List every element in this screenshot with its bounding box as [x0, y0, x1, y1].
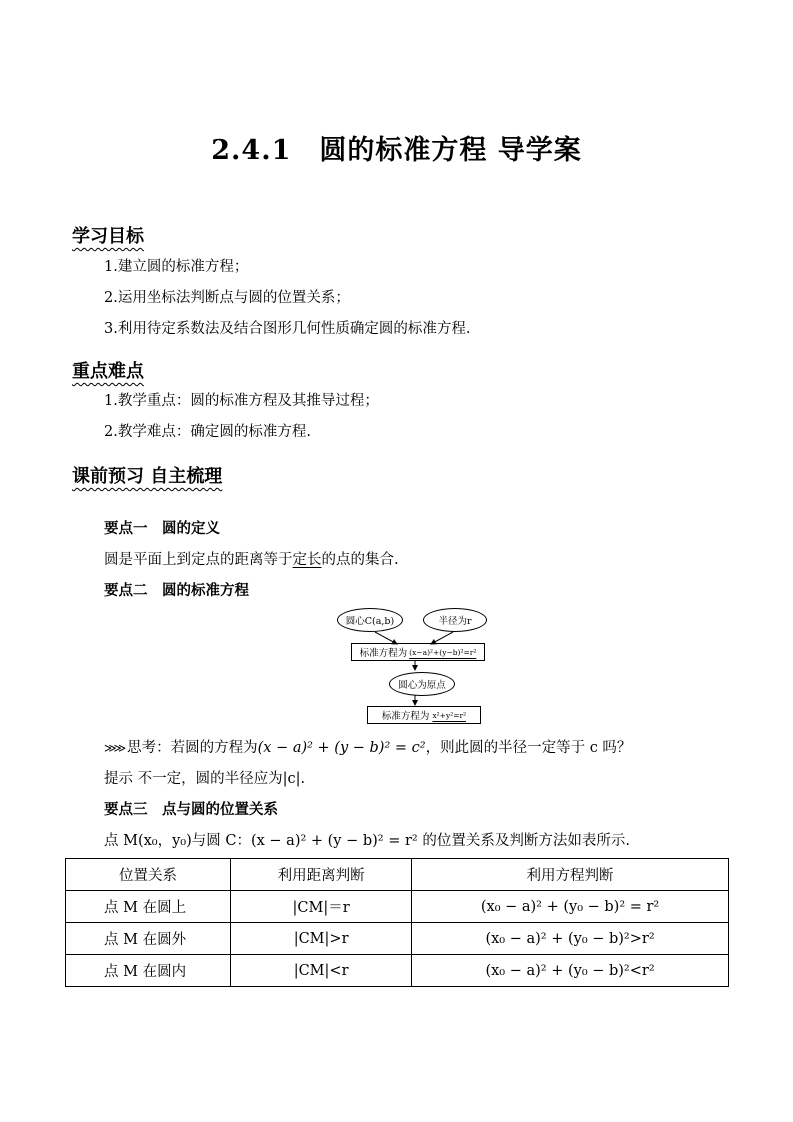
table-cell: |CM|<r [231, 955, 412, 987]
section-heading-key: 重点难点 [72, 361, 144, 382]
table-row [66, 923, 729, 955]
think-equation: (x − a)² + (y − b)² = c² [257, 740, 426, 756]
table-row [66, 891, 729, 923]
section-heading-goals: 学习目标 [72, 226, 144, 247]
page-title: 2.4.1 圆的标准方程 导学案 [211, 135, 582, 166]
table-header-cell: 利用方程判断 [412, 859, 729, 891]
point2-heading: 要点二 圆的标准方程 [104, 582, 249, 599]
node-standard2-label: 标准方程为 [381, 711, 430, 722]
table-header-cell: 位置关系 [66, 859, 231, 891]
table-cell: 点 M 在圆外 [66, 923, 231, 955]
hint-label: 提示 [104, 771, 133, 787]
goal-item: 1.建立圆的标准方程； [104, 259, 249, 275]
point1-text [104, 548, 399, 569]
point1-heading: 要点一 圆的定义 [104, 520, 220, 537]
key-item: 2.教学难点：确定圆的标准方程. [104, 424, 311, 440]
think-label: 思考：若圆的方程为 [127, 740, 258, 756]
standard-equation-diagram [335, 604, 495, 726]
position-relation-table [65, 858, 729, 987]
node-radius: 半径为r [423, 608, 487, 632]
table-row [66, 955, 729, 987]
think-marker-icon: ≫≫ [104, 741, 124, 755]
table-cell: (x₀ − a)² + (y₀ − b)² = r² [412, 891, 729, 923]
node-standard-eq [351, 643, 485, 661]
point1-text-before: 圆是平面上到定点的距离等于 [104, 552, 293, 568]
table-header-row [66, 859, 729, 891]
node-standard-eq-2 [367, 706, 481, 724]
section-heading-preview: 课前预习 自主梳理 [72, 466, 223, 487]
table-cell: 点 M 在圆内 [66, 955, 231, 987]
table-cell: |CM|＝r [231, 891, 412, 923]
node-center: 圆心C(a,b) [337, 608, 403, 632]
point3-intro: 点 M(x₀，y₀)与圆 C：(x − a)² + (y − b)² = r² 的位置关系及判断方法如表所示. [104, 833, 630, 849]
table-cell: (x₀ − a)² + (y₀ − b)²>r² [412, 923, 729, 955]
table-cell: (x₀ − a)² + (y₀ − b)²<r² [412, 955, 729, 987]
table-cell: |CM|>r [231, 923, 412, 955]
hint-line [104, 767, 305, 788]
table-header-cell: 利用距离判断 [231, 859, 412, 891]
table-cell: 点 M 在圆上 [66, 891, 231, 923]
goal-item: 3.利用待定系数法及结合图形几何性质确定圆的标准方程. [104, 321, 471, 337]
goal-item: 2.运用坐标法判断点与圆的位置关系； [104, 290, 350, 306]
key-item: 1.教学重点：圆的标准方程及其推导过程； [104, 393, 379, 409]
node-standard2-eq-text: x²+y²=r² [432, 710, 467, 720]
node-standard-eq-text: (x−a)²+(y−b)²=r² [409, 647, 477, 657]
node-standard-label: 标准方程为 [359, 648, 408, 659]
hint-text: 不一定，圆的半径应为|c|. [133, 771, 306, 787]
node-origin: 圆心为原点 [389, 672, 455, 696]
think-line [104, 736, 631, 757]
point1-text-after: 的点的集合. [321, 552, 399, 568]
think-rest: ，则此圆的半径一定等于 c 吗？ [425, 740, 632, 756]
point1-underlined: 定长 [292, 552, 322, 568]
point3-heading: 要点三 点与圆的位置关系 [104, 801, 278, 818]
